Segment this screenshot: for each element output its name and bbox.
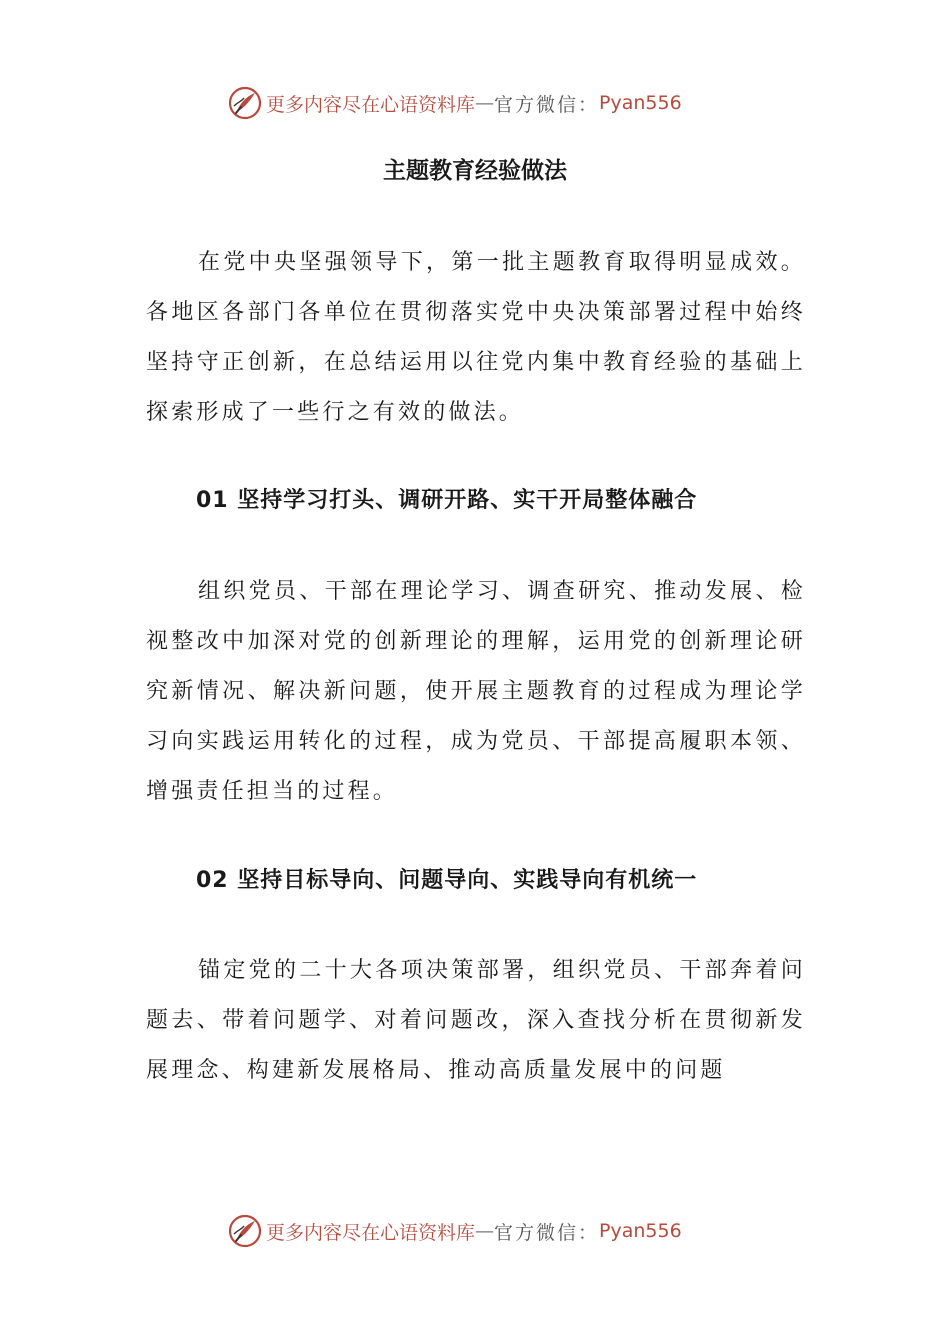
- banner-main-text: 更多内容尽在心语资料库: [266, 1221, 476, 1244]
- header-banner: [228, 86, 682, 120]
- intro-paragraph: 在党中央坚强领导下，第一批主题教育取得明显成效。各地区各部门各单位在贯彻落实党中央决策部署过程中始终坚持守正创新，在总结运用以往党内集中教育经验的基础上探索形成了一些行之有效的做法。: [146, 250, 806, 425]
- section-paragraph-2: 锚定党的二十大各项决策部署，组织党员、干部奔着问题去、带着问题学、对着问题改，深入查找分析在贯彻新发展理念、构建新发展格局、推动高质量发展中的问题: [146, 958, 806, 1083]
- banner-main-text: 更多内容尽在心语资料库: [266, 93, 476, 116]
- section-paragraph-1: 组织党员、干部在理论学习、调查研究、推动发展、检视整改中加深对党的创新理论的理解，运用党的创新理论研究新情况、解决新问题，使开展主题教育的过程成为理论学习向实践运用转化的过程，成为党员、干部提高履职本领、增强责任担当的过程。: [146, 579, 806, 804]
- quill-pen-logo-icon: [228, 86, 262, 120]
- section-paragraph-block-2: [146, 946, 806, 1096]
- section-heading-block-1: [146, 486, 806, 516]
- banner-wechat-id: Pyan556: [599, 92, 682, 114]
- footer-banner: [228, 1214, 682, 1248]
- banner-separator: —: [475, 1220, 495, 1242]
- banner-wechat-id: Pyan556: [599, 1220, 682, 1242]
- page-title: 主题教育经验做法: [383, 158, 567, 184]
- quill-pen-logo-icon: [228, 1214, 262, 1248]
- banner-wechat-label: 官方微信：: [494, 93, 600, 116]
- banner-separator: —: [475, 92, 495, 114]
- section-heading-block-2: [146, 866, 806, 896]
- section-heading-1: 01 坚持学习打头、调研开路、实干开局整体融合: [196, 488, 698, 513]
- banner-wechat-label: 官方微信：: [494, 1221, 600, 1244]
- intro-paragraph-block: [146, 238, 806, 438]
- section-paragraph-block-1: [146, 567, 806, 817]
- section-heading-2: 02 坚持目标导向、问题导向、实践导向有机统一: [196, 868, 698, 893]
